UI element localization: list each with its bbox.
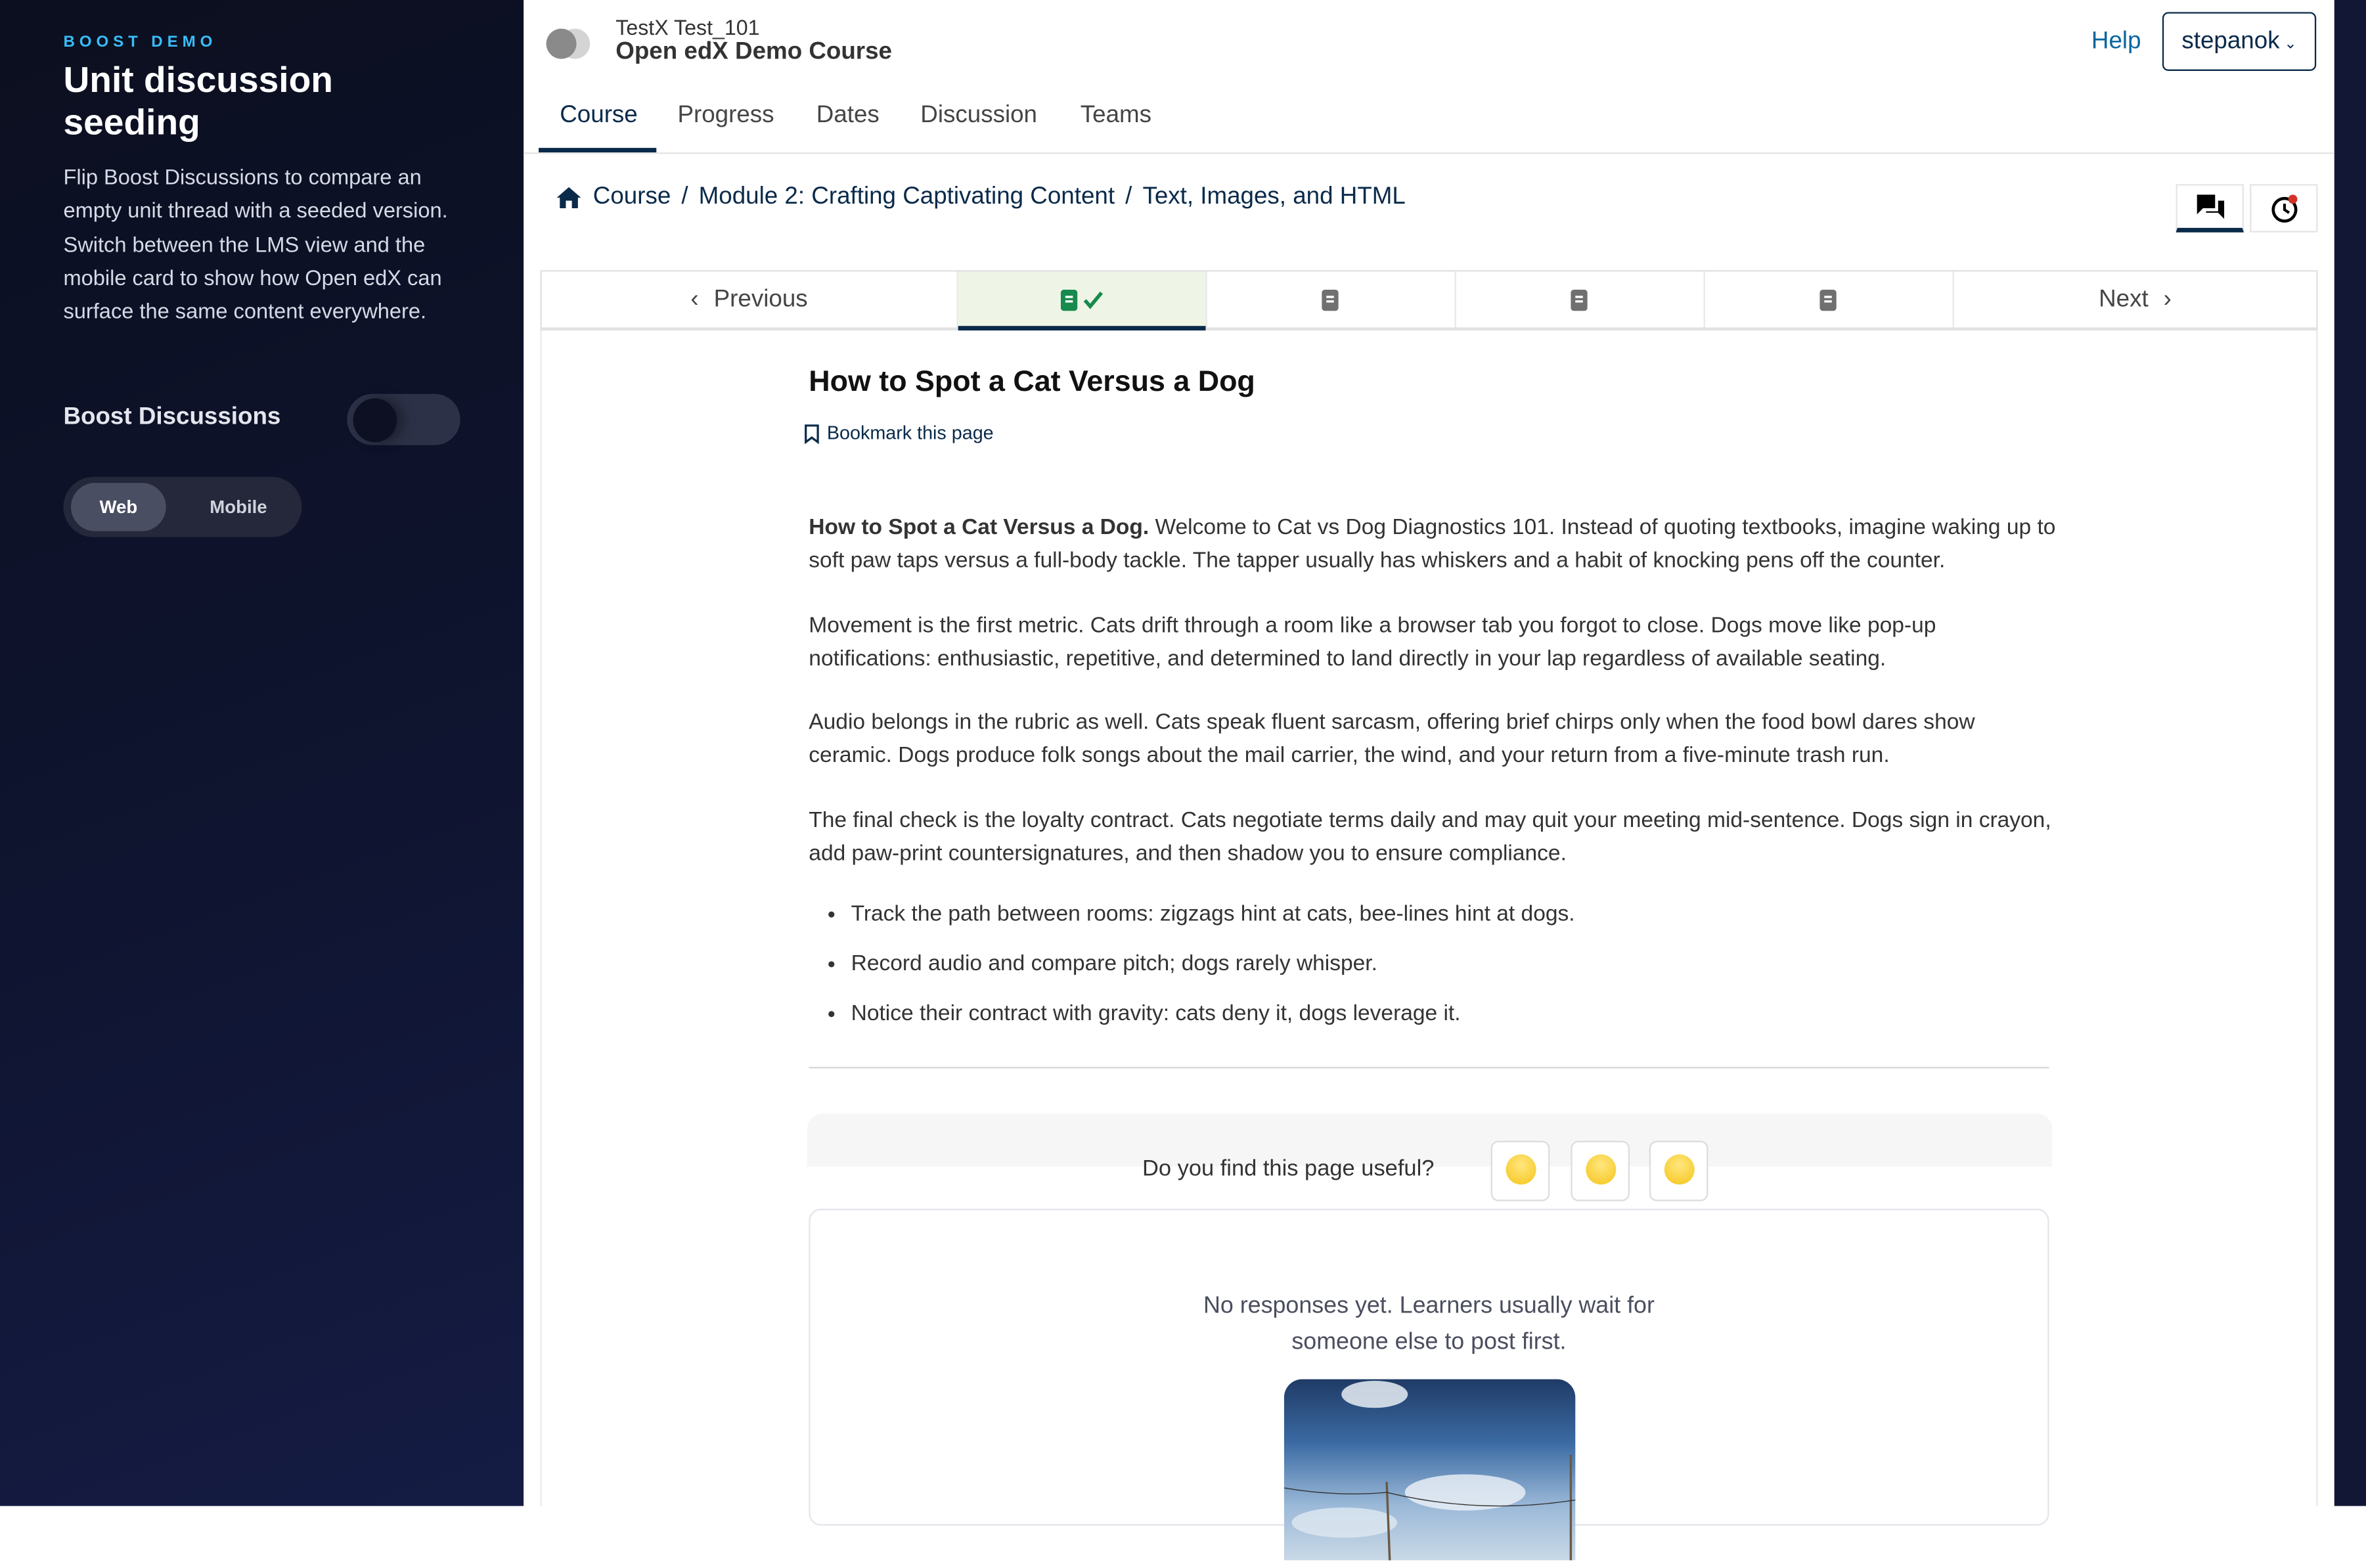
tab-dates[interactable]: Dates [816,102,880,129]
next-label: Next [2099,286,2149,312]
sky-photo-icon [1284,1379,1575,1561]
username: stepanok [2181,28,2280,55]
bookmark-button[interactable] [804,422,993,443]
unit-tab-3[interactable] [1456,271,1705,327]
view-option-mobile[interactable]: Mobile [210,496,267,518]
chevron-left-icon: ‹ [690,286,699,312]
list-item: • Notice their contract with gravity: cats deny it, dogs leverage it. [851,997,2061,1031]
header-divider [524,152,2334,154]
bookmark-icon [804,423,819,443]
paragraph: Movement is the first metric. Cats drift through a room like a browser tab you forgot to close. Dogs move like pop-up notifications: enthusiastic, repetitive, and determined to land directly in your lap regardless of available seating. [809,614,1936,672]
next-button[interactable] [1954,271,2316,327]
lead-bold: How to Spot a Cat Versus a Dog. [809,516,1150,541]
book-icon [1818,288,1839,312]
unit-tab-4[interactable] [1705,271,1954,327]
course-title: Open edX Demo Course [615,39,893,65]
demo-eyebrow: BOOST DEMO [63,33,217,52]
unit-body [809,512,2061,1047]
tab-progress[interactable]: Progress [677,102,774,129]
previous-button[interactable] [542,271,958,327]
feedback-neutral-button[interactable] [1571,1141,1630,1201]
breadcrumb-course[interactable]: Course [592,184,671,210]
book-icon [1569,288,1590,312]
list-item: • Track the path between rooms: zigzags hint at cats, bee-lines hint at dogs. [851,899,2061,932]
help-link[interactable]: Help [2091,28,2141,55]
empty-state-image [1284,1379,1575,1561]
course-org: TestX Test_101 [615,14,760,39]
book-icon [1320,288,1341,312]
previous-label: Previous [713,286,808,312]
discussion-empty-state [811,1289,2048,1361]
course-logo-icon [543,27,592,60]
unit-tab-2[interactable] [1207,271,1456,327]
discussion-card [809,1209,2049,1525]
tips-list [809,899,2061,1031]
discussion-icon [2195,193,2225,220]
discussion-sidebar-button[interactable] [2176,184,2244,233]
right-edge [2334,0,2366,1506]
notifications-button[interactable] [2250,184,2317,233]
breadcrumb-separator: / [1125,184,1132,210]
unit-tab-1[interactable] [958,271,1207,327]
tab-teams[interactable]: Teams [1080,102,1152,129]
paragraph: The final check is the loyalty contract. Cats negotiate terms daily and may quit your meeting mid-sentence. Dogs sign in crayon, add paw-print countersignatures, and then shadow you to ensure compliance. [809,808,2051,866]
lead-text: Welcome to Cat vs Dog Diagnostics 101. Instead of quoting textbooks, imagine waking up to soft paw taps versus a full-body tackle. The tapper usually has whiskers and a habit of knocking pens off the counter. [809,516,2056,574]
breadcrumb-unit[interactable]: Text, Images, and HTML [1142,184,1406,210]
sad-face-icon [1664,1154,1695,1184]
tab-course[interactable]: Course [560,102,638,129]
content-divider [809,1067,2049,1068]
feedback-panel [807,1113,2052,1182]
unit-title: How to Spot a Cat Versus a Dog [809,365,1255,399]
feedback-happy-button[interactable] [1491,1141,1550,1201]
feedback-sad-button[interactable] [1649,1141,1708,1201]
lead-paragraph [809,512,2061,579]
tab-discussion[interactable]: Discussion [920,102,1038,129]
breadcrumb-module[interactable]: Module 2: Crafting Captivating Content [698,184,1115,210]
boost-discussions-label: Boost Discussions [63,404,281,430]
neutral-face-icon [1586,1154,1616,1184]
toggle-knob [353,398,397,442]
user-menu-button[interactable] [2162,12,2316,71]
bookmark-label: Bookmark this page [826,422,994,444]
chevron-right-icon: › [2163,286,2172,312]
sequence-navigation [540,270,2317,330]
book-complete-icon [1058,288,1106,312]
happy-face-icon [1506,1154,1536,1184]
active-tab-indicator [539,148,656,152]
list-item: • Record audio and compare pitch; dogs rarely whisper. [851,948,2061,981]
view-switch [63,477,301,537]
demo-title: Unit discussion seeding [63,60,333,144]
feedback-question: Do you find this page useful? [1142,1155,1435,1182]
paragraph: Audio belongs in the rubric as well. Cats speak fluent sarcasm, offering brief chirps only when the food bowl dares show ceramic. Dogs produce folk songs about the mail carrier, the wind, and your return from a five-minute trash run. [809,711,1975,769]
view-option-web[interactable]: Web [71,483,166,531]
demo-panel [0,0,524,1506]
empty-message: No responses yet. Learners usually wait for someone else to post first. [1203,1293,1655,1355]
chevron-down-icon: ⌄ [2284,36,2297,53]
boost-discussions-toggle[interactable] [347,394,460,445]
breadcrumb-separator: / [681,184,688,210]
demo-description: Flip Boost Discussions to compare an empty unit thread with a seeded version. Switch between the LMS view and the mobile card to show how Open edX can surface the same content everywhere. [63,166,448,325]
breadcrumb [555,184,1405,211]
clock-notification-icon [2269,193,2299,223]
home-icon[interactable] [555,186,582,210]
